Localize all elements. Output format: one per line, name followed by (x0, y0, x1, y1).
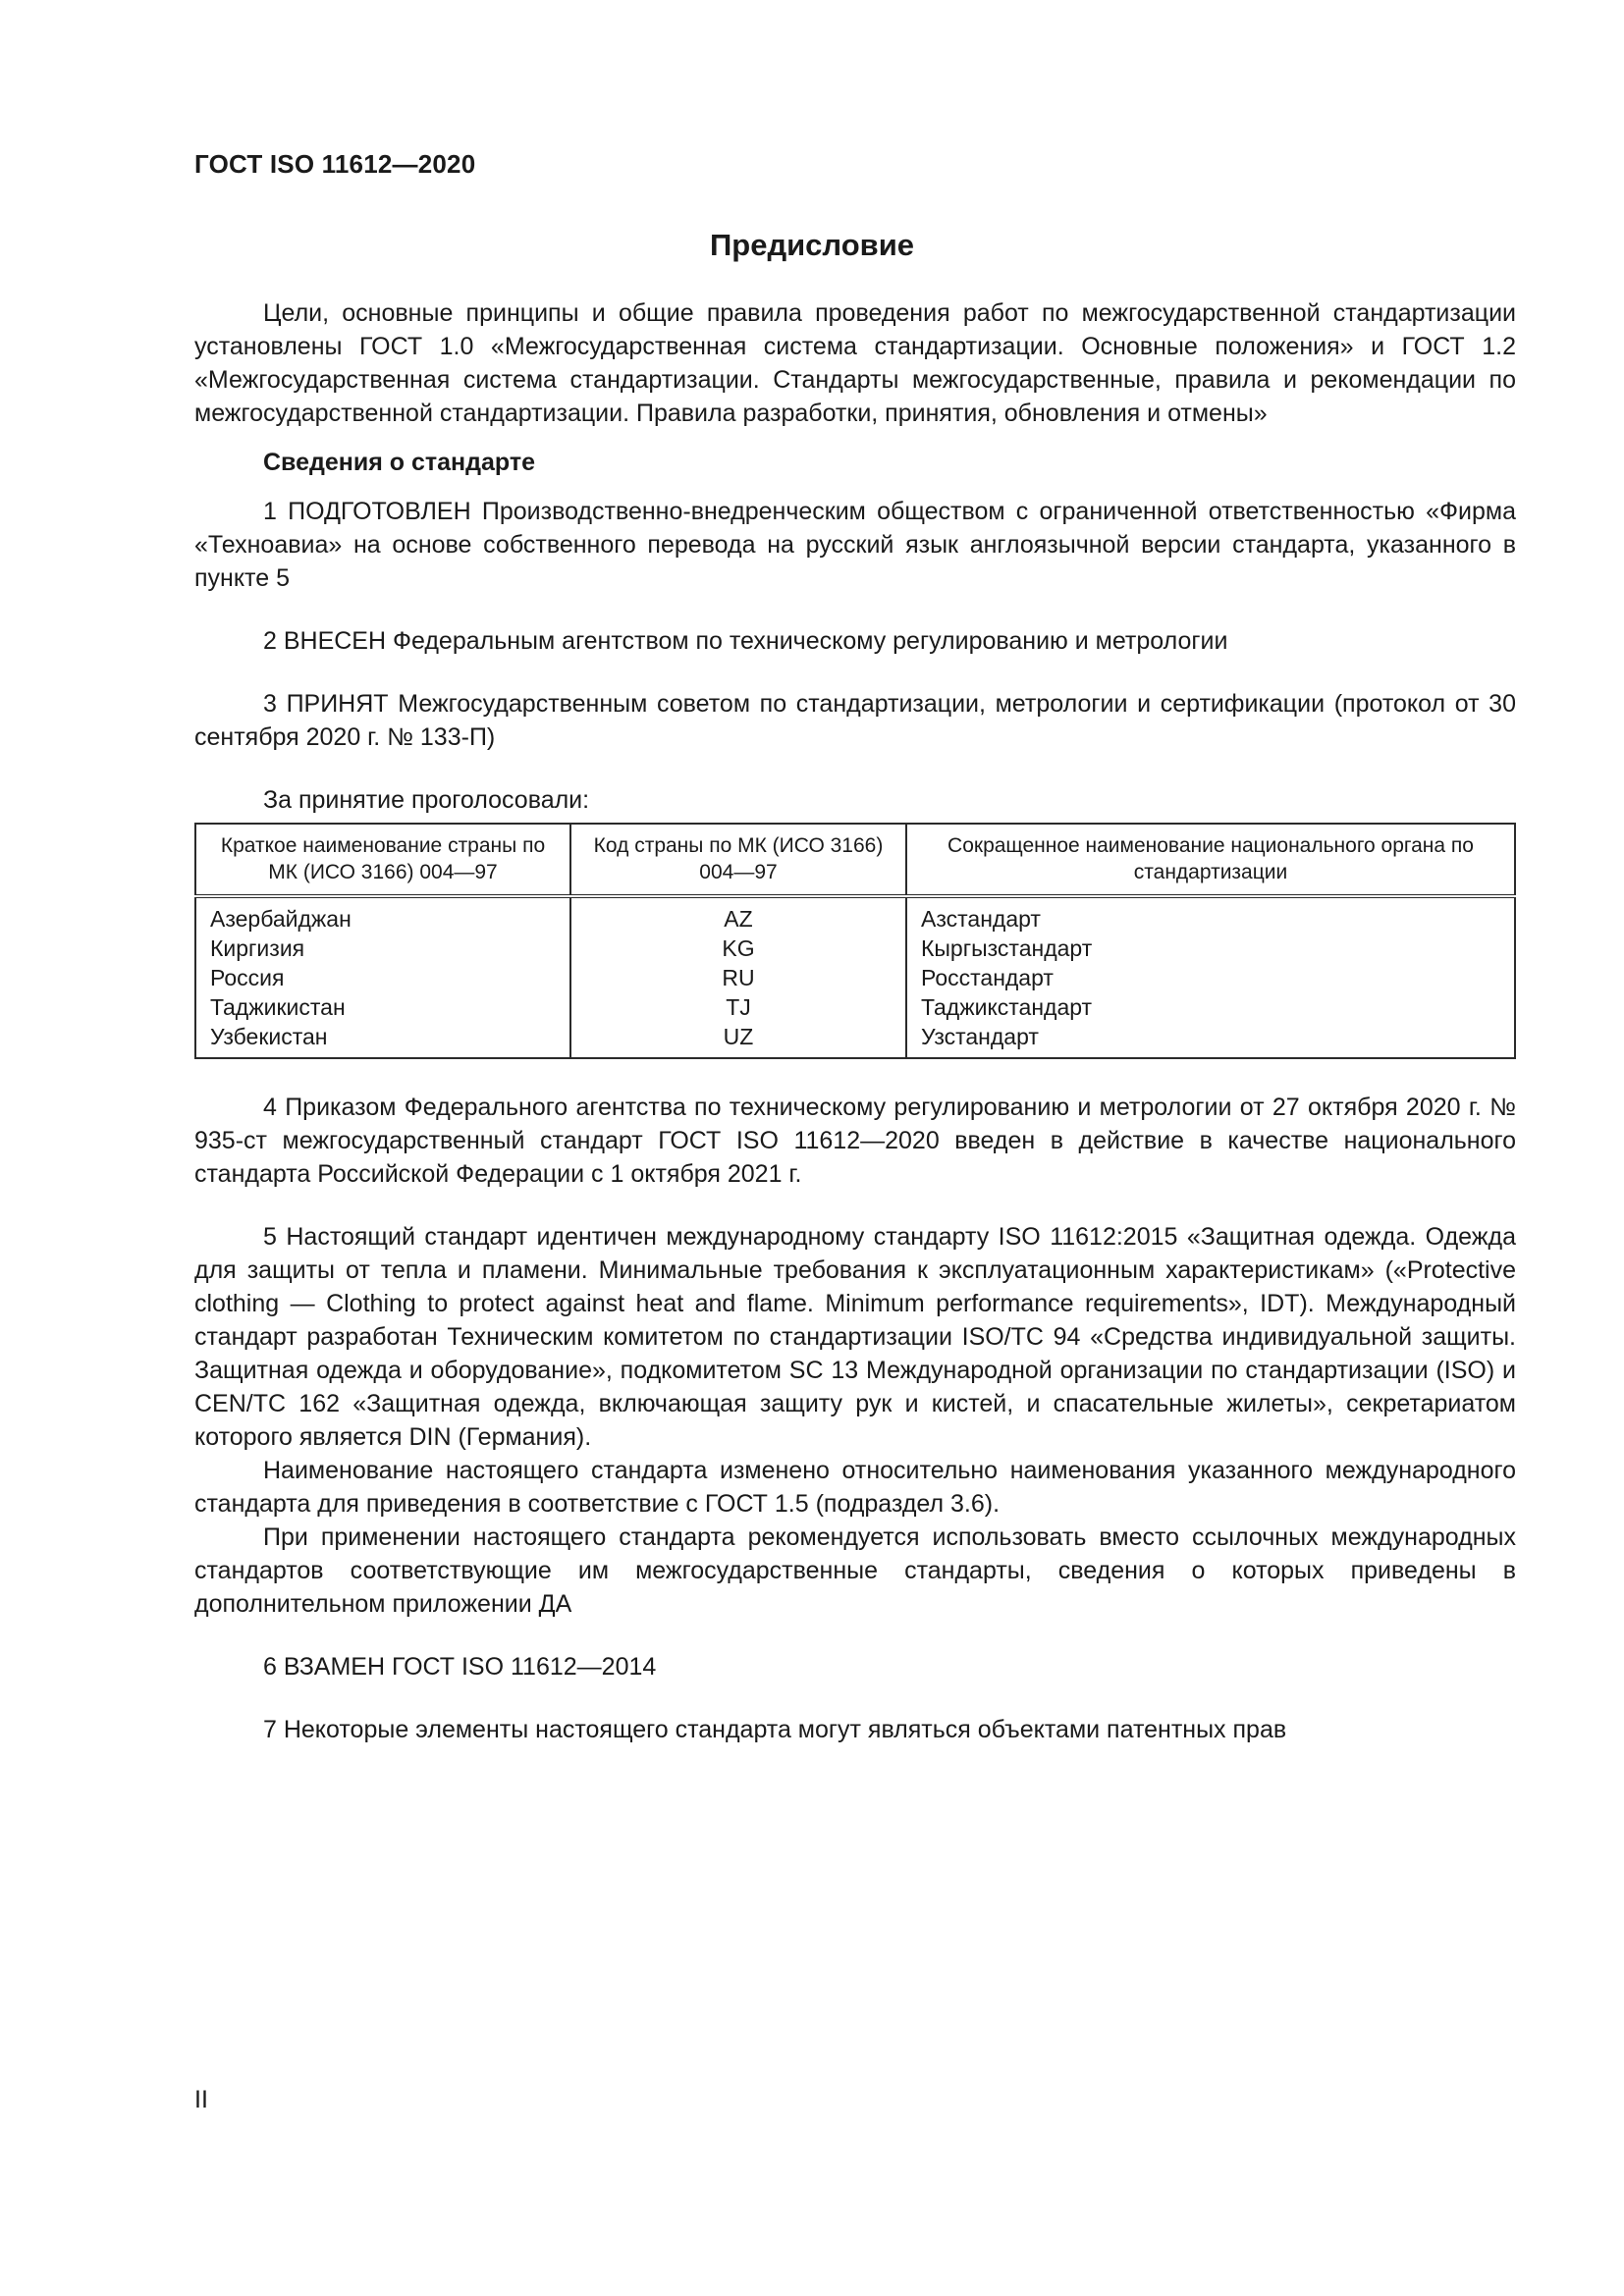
voting-countries-table (194, 823, 1516, 1059)
vote-label: За принятие проголосовали: (263, 786, 590, 814)
country-name: Таджикистан (210, 994, 346, 1020)
document-body (194, 296, 1516, 1746)
header-country-code: Код страны по МК (ИСО 3166) 004—97 (570, 824, 906, 896)
item-3-paragraph: 3 ПРИНЯТ Межгосударственным советом по стандартизации, метрологии и сертификации (протокол от 30 сентября 2020 г. № 133-П) (194, 690, 1516, 751)
standards-body-name: Таджикстандарт (921, 994, 1093, 1020)
country-name-column (195, 896, 570, 1058)
country-name: Узбекистан (210, 1024, 328, 1049)
standards-body-name: Росстандарт (921, 965, 1054, 990)
item-5-references-note: При применении настоящего стандарта рекомендуется использовать вместо ссылочных международных стандартов соответствующие им межгосударственные стандарты, сведения о которых приведены в дополнительном приложении ДА (194, 1523, 1516, 1618)
item-6-paragraph: 6 ВЗАМЕН ГОСТ ISO 11612—2014 (263, 1653, 657, 1681)
item-5-paragraph: 5 Настоящий стандарт идентичен международному стандарту ISO 11612:2015 «Защитная одежда. Одежда для защиты от тепла и пламени. Минимальные требования к эксплуатационным характеристикам» («Protective clothing — Clothing to protect against heat and flame. Minimum performance requirements», IDT). Международный стандарт разработан Техническим комитетом по стандартизации ISO/TC 94 «Средства индивидуальной защиты. Защитная одежда и оборудование», подкомитетом SC 13 Международной организации по стандартизации (ISO) и CEN/TC 162 «Защитная одежда, включающая защиту рук и кистей, и спасательные жилеты», секретариатом которого является DIN (Германия). (194, 1223, 1516, 1451)
item-2-paragraph: 2 ВНЕСЕН Федеральным агентством по техническому регулированию и метрологии (263, 627, 1228, 655)
standards-body-name: Кыргызстандарт (921, 935, 1093, 961)
standards-body-name: Азстандарт (921, 906, 1041, 932)
section-subheading: Сведения о стандарте (263, 449, 536, 476)
country-code: KG (722, 935, 755, 961)
standards-body-column (906, 896, 1515, 1058)
intro-paragraph: Цели, основные принципы и общие правила проведения работ по межгосударственной стандартизации установлены ГОСТ 1.0 «Межгосударственная система стандартизации. Основные положения» и ГОСТ 1.2 «Межгосударственная система стандартизации. Стандарты межгосударственные, правила и рекомендации по межгосударственной стандартизации. Правила разработки, принятия, обновления и отмены» (194, 299, 1516, 427)
table-header-row (195, 824, 1515, 896)
page-number: II (194, 2086, 208, 2113)
standards-body-name: Узстандарт (921, 1024, 1039, 1049)
item-4-paragraph: 4 Приказом Федерального агентства по техническому регулированию и метрологии от 27 октября 2020 г. № 935-ст межгосударственный стандарт ГОСТ ISO 11612—2020 введен в действие в качестве национального стандарта Российской Федерации с 1 октября 2021 г. (194, 1094, 1516, 1188)
country-name: Азербайджан (210, 906, 352, 932)
header-country-name: Краткое наименование страны по МК (ИСО 3166) 004—97 (195, 824, 570, 896)
page-title: Предисловие (709, 228, 914, 262)
document-header-id: ГОСТ ISO 11612—2020 (194, 149, 476, 179)
item-7-paragraph: 7 Некоторые элементы настоящего стандарта могут являться объектами патентных прав (263, 1716, 1287, 1743)
item-1-paragraph: 1 ПОДГОТОВЛЕН Производственно-внедренческим обществом с ограниченной ответственностью «Фирма «Техноавиа» на основе собственного перевода на русский язык англоязычной версии стандарта, указанного в пункте 5 (194, 498, 1516, 592)
country-name: Киргизия (210, 935, 305, 961)
country-code: AZ (724, 906, 753, 932)
country-code: RU (722, 965, 755, 990)
country-code: UZ (723, 1024, 754, 1049)
country-code: TJ (726, 994, 751, 1020)
country-code-column (570, 896, 906, 1058)
item-5-title-note: Наименование настоящего стандарта изменено относительно наименования указанного международного стандарта для приведения в соответствие с ГОСТ 1.5 (подраздел 3.6). (194, 1457, 1516, 1518)
table-row (195, 896, 1515, 1058)
header-standards-body: Сокращенное наименование национального органа по стандартизации (906, 824, 1515, 896)
country-name: Россия (210, 965, 285, 990)
